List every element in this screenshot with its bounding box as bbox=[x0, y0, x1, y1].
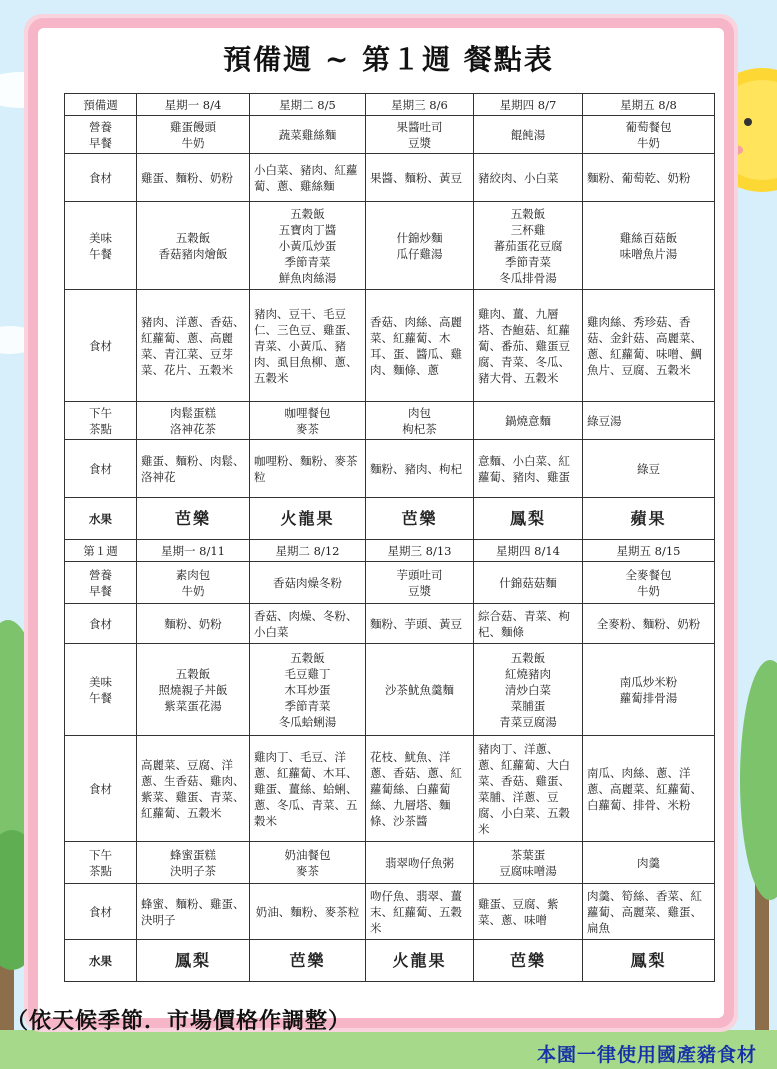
day-header: 星期二 8/5 bbox=[250, 94, 366, 116]
row-label: 食材 bbox=[65, 290, 137, 402]
table-row bbox=[65, 736, 715, 842]
table-row bbox=[65, 884, 715, 940]
menu-cell: 五穀飯 香菇豬肉燴飯 bbox=[137, 202, 250, 290]
row-label: 營養 早餐 bbox=[65, 562, 137, 604]
ingredient-cell: 雞肉絲、秀珍菇、香菇、金針菇、高麗菜、蔥、紅蘿蔔、味噌、鯛魚片、豆腐、五穀米 bbox=[583, 290, 715, 402]
menu-cell: 奶油餐包 麥茶 bbox=[250, 842, 366, 884]
ingredient-cell: 麵粉、奶粉 bbox=[137, 604, 250, 644]
table-row bbox=[65, 154, 715, 202]
ingredient-cell: 香菇、肉燥、冬粉、小白菜 bbox=[250, 604, 366, 644]
row-label: 食材 bbox=[65, 440, 137, 498]
menu-cell: 餛飩湯 bbox=[474, 116, 583, 154]
ingredient-cell: 全麥粉、麵粉、奶粉 bbox=[583, 604, 715, 644]
table-row bbox=[65, 440, 715, 498]
ingredient-cell: 豬肉丁、洋蔥、蔥、紅蘿蔔、大白菜、香菇、雞蛋、菜脯、洋蔥、豆腐、小白菜、五穀米 bbox=[474, 736, 583, 842]
menu-cell: 五穀飯 三杯雞 蕃茄蛋花豆腐 季節青菜 冬瓜排骨湯 bbox=[474, 202, 583, 290]
menu-cell: 芋頭吐司 豆漿 bbox=[366, 562, 474, 604]
menu-cell: 肉羹 bbox=[583, 842, 715, 884]
menu-cell: 香菇肉燥冬粉 bbox=[250, 562, 366, 604]
ingredient-cell: 南瓜、肉絲、蔥、洋蔥、高麗菜、紅蘿蔔、白蘿蔔、排骨、米粉 bbox=[583, 736, 715, 842]
row-label: 水果 bbox=[65, 498, 137, 540]
day-header: 星期三 8/6 bbox=[366, 94, 474, 116]
menu-cell: 全麥餐包 牛奶 bbox=[583, 562, 715, 604]
ingredient-cell: 綜合菇、青菜、枸杞、麵條 bbox=[474, 604, 583, 644]
row-label: 美味 午餐 bbox=[65, 202, 137, 290]
footer-notice: 本園一律使用國產豬食材 bbox=[536, 1044, 757, 1066]
ingredient-cell: 花枝、魷魚、洋蔥、香菇、蔥、紅蘿蔔絲、白蘿蔔絲、九層塔、麵條、沙茶醬 bbox=[366, 736, 474, 842]
week-label: 預備週 bbox=[65, 94, 137, 116]
ingredient-cell: 果醬、麵粉、黃豆 bbox=[366, 154, 474, 202]
day-header: 星期一 8/11 bbox=[137, 540, 250, 562]
table-row bbox=[65, 116, 715, 154]
menu-cell: 翡翠吻仔魚粥 bbox=[366, 842, 474, 884]
row-label: 營養 早餐 bbox=[65, 116, 137, 154]
day-header: 星期四 8/14 bbox=[474, 540, 583, 562]
menu-cell: 咖哩餐包 麥茶 bbox=[250, 402, 366, 440]
menu-cell: 素肉包 牛奶 bbox=[137, 562, 250, 604]
ingredient-cell: 豬肉、洋蔥、香菇、紅蘿蔔、蔥、高麗菜、青江菜、豆芽菜、花片、五穀米 bbox=[137, 290, 250, 402]
menu-cell: 果醬吐司 豆漿 bbox=[366, 116, 474, 154]
fruit-cell: 芭樂 bbox=[474, 940, 583, 982]
row-label: 食材 bbox=[65, 154, 137, 202]
menu-cell: 什錦菇菇麵 bbox=[474, 562, 583, 604]
ingredient-cell: 雞肉丁、毛豆、洋蔥、紅蘿蔔、木耳、雞蛋、薑絲、蛤蜊、蔥、冬瓜、青菜、五穀米 bbox=[250, 736, 366, 842]
table-row bbox=[65, 540, 715, 562]
day-header: 星期二 8/12 bbox=[250, 540, 366, 562]
menu-cell: 五穀飯 毛豆雞丁 木耳炒蛋 季節青菜 冬瓜蛤蜊湯 bbox=[250, 644, 366, 736]
day-header: 星期五 8/8 bbox=[583, 94, 715, 116]
menu-cell: 五穀飯 五寶肉丁醬 小黃瓜炒蛋 季節青菜 鮮魚肉絲湯 bbox=[250, 202, 366, 290]
day-header: 星期三 8/13 bbox=[366, 540, 474, 562]
menu-cell: 葡萄餐包 牛奶 bbox=[583, 116, 715, 154]
fruit-cell: 鳳梨 bbox=[583, 940, 715, 982]
menu-cell: 雞蛋饅頭 牛奶 bbox=[137, 116, 250, 154]
menu-cell: 鍋燒意麵 bbox=[474, 402, 583, 440]
table-row bbox=[65, 290, 715, 402]
table-row bbox=[65, 842, 715, 884]
row-label: 下午 茶點 bbox=[65, 842, 137, 884]
menu-cell: 雞絲百菇飯 味噌魚片湯 bbox=[583, 202, 715, 290]
table-row bbox=[65, 202, 715, 290]
ingredient-cell: 雞蛋、豆腐、紫菜、蔥、味噌 bbox=[474, 884, 583, 940]
fruit-cell: 鳳梨 bbox=[137, 940, 250, 982]
menu-cell: 沙茶魷魚羹麵 bbox=[366, 644, 474, 736]
menu-cell: 蜂蜜蛋糕 決明子茶 bbox=[137, 842, 250, 884]
ingredient-cell: 香菇、肉絲、高麗菜、紅蘿蔔、木耳、蛋、醬瓜、雞肉、麵條、蔥 bbox=[366, 290, 474, 402]
ingredient-cell: 麵粉、葡萄乾、奶粉 bbox=[583, 154, 715, 202]
ingredient-cell: 雞蛋、麵粉、肉鬆、洛神花 bbox=[137, 440, 250, 498]
fruit-cell: 火龍果 bbox=[366, 940, 474, 982]
day-header: 星期一 8/4 bbox=[137, 94, 250, 116]
adjustment-note: （依天候季節．市場價格作調整） bbox=[6, 1008, 352, 1034]
row-label: 食材 bbox=[65, 604, 137, 644]
menu-table bbox=[64, 93, 715, 982]
menu-cell: 蔬菜雞絲麵 bbox=[250, 116, 366, 154]
ingredient-cell: 雞肉、薑、九層塔、杏鮑菇、紅蘿蔔、番茄、雞蛋豆腐、青菜、冬瓜、豬大骨、五穀米 bbox=[474, 290, 583, 402]
ingredient-cell: 小白菜、豬肉、紅蘿蔔、蔥、雞絲麵 bbox=[250, 154, 366, 202]
menu-cell: 肉鬆蛋糕 洛神花茶 bbox=[137, 402, 250, 440]
fruit-cell: 芭樂 bbox=[250, 940, 366, 982]
table-row bbox=[65, 562, 715, 604]
ingredient-cell: 麵粉、豬肉、枸杞 bbox=[366, 440, 474, 498]
menu-cell: 五穀飯 紅燒豬肉 清炒白菜 菜脯蛋 青菜豆腐湯 bbox=[474, 644, 583, 736]
table-row bbox=[65, 94, 715, 116]
table-row bbox=[65, 940, 715, 982]
row-label: 食材 bbox=[65, 736, 137, 842]
ingredient-cell: 肉羹、筍絲、香菜、紅蘿蔔、高麗菜、雞蛋、扁魚 bbox=[583, 884, 715, 940]
ingredient-cell: 麵粉、芋頭、黃豆 bbox=[366, 604, 474, 644]
table-row bbox=[65, 402, 715, 440]
row-label: 食材 bbox=[65, 884, 137, 940]
ingredient-cell: 高麗菜、豆腐、洋蔥、生香菇、雞肉、紫菜、雞蛋、青菜、紅蘿蔔、五穀米 bbox=[137, 736, 250, 842]
fruit-cell: 蘋果 bbox=[583, 498, 715, 540]
week-label: 第１週 bbox=[65, 540, 137, 562]
ingredient-cell: 意麵、小白菜、紅蘿蔔、豬肉、雞蛋 bbox=[474, 440, 583, 498]
fruit-cell: 芭樂 bbox=[137, 498, 250, 540]
menu-cell: 什錦炒麵 瓜仔雞湯 bbox=[366, 202, 474, 290]
ingredient-cell: 雞蛋、麵粉、奶粉 bbox=[137, 154, 250, 202]
ingredient-cell: 豬絞肉、小白菜 bbox=[474, 154, 583, 202]
ingredient-cell: 蜂蜜、麵粉、雞蛋、決明子 bbox=[137, 884, 250, 940]
ingredient-cell: 咖哩粉、麵粉、麥茶粒 bbox=[250, 440, 366, 498]
fruit-cell: 鳳梨 bbox=[474, 498, 583, 540]
menu-cell: 肉包 枸杞茶 bbox=[366, 402, 474, 440]
row-label: 美味 午餐 bbox=[65, 644, 137, 736]
menu-cell: 綠豆湯 bbox=[583, 402, 715, 440]
table-row bbox=[65, 644, 715, 736]
fruit-cell: 芭樂 bbox=[366, 498, 474, 540]
page-title: 預備週 ~ 第１週 餐點表 bbox=[223, 43, 554, 76]
day-header: 星期四 8/7 bbox=[474, 94, 583, 116]
menu-cell: 南瓜炒米粉 蘿蔔排骨湯 bbox=[583, 644, 715, 736]
ingredient-cell: 奶油、麵粉、麥茶粒 bbox=[250, 884, 366, 940]
ingredient-cell: 吻仔魚、翡翠、薑末、紅蘿蔔、五穀米 bbox=[366, 884, 474, 940]
row-label: 下午 茶點 bbox=[65, 402, 137, 440]
table-row bbox=[65, 498, 715, 540]
ingredient-cell: 豬肉、豆干、毛豆仁、三色豆、雞蛋、青菜、小黃瓜、豬肉、虱目魚柳、蔥、五穀米 bbox=[250, 290, 366, 402]
row-label: 水果 bbox=[65, 940, 137, 982]
ingredient-cell: 綠豆 bbox=[583, 440, 715, 498]
menu-cell: 五穀飯 照燒親子丼飯 紫菜蛋花湯 bbox=[137, 644, 250, 736]
table-row bbox=[65, 604, 715, 644]
fruit-cell: 火龍果 bbox=[250, 498, 366, 540]
menu-cell: 茶葉蛋 豆腐味噌湯 bbox=[474, 842, 583, 884]
day-header: 星期五 8/15 bbox=[583, 540, 715, 562]
